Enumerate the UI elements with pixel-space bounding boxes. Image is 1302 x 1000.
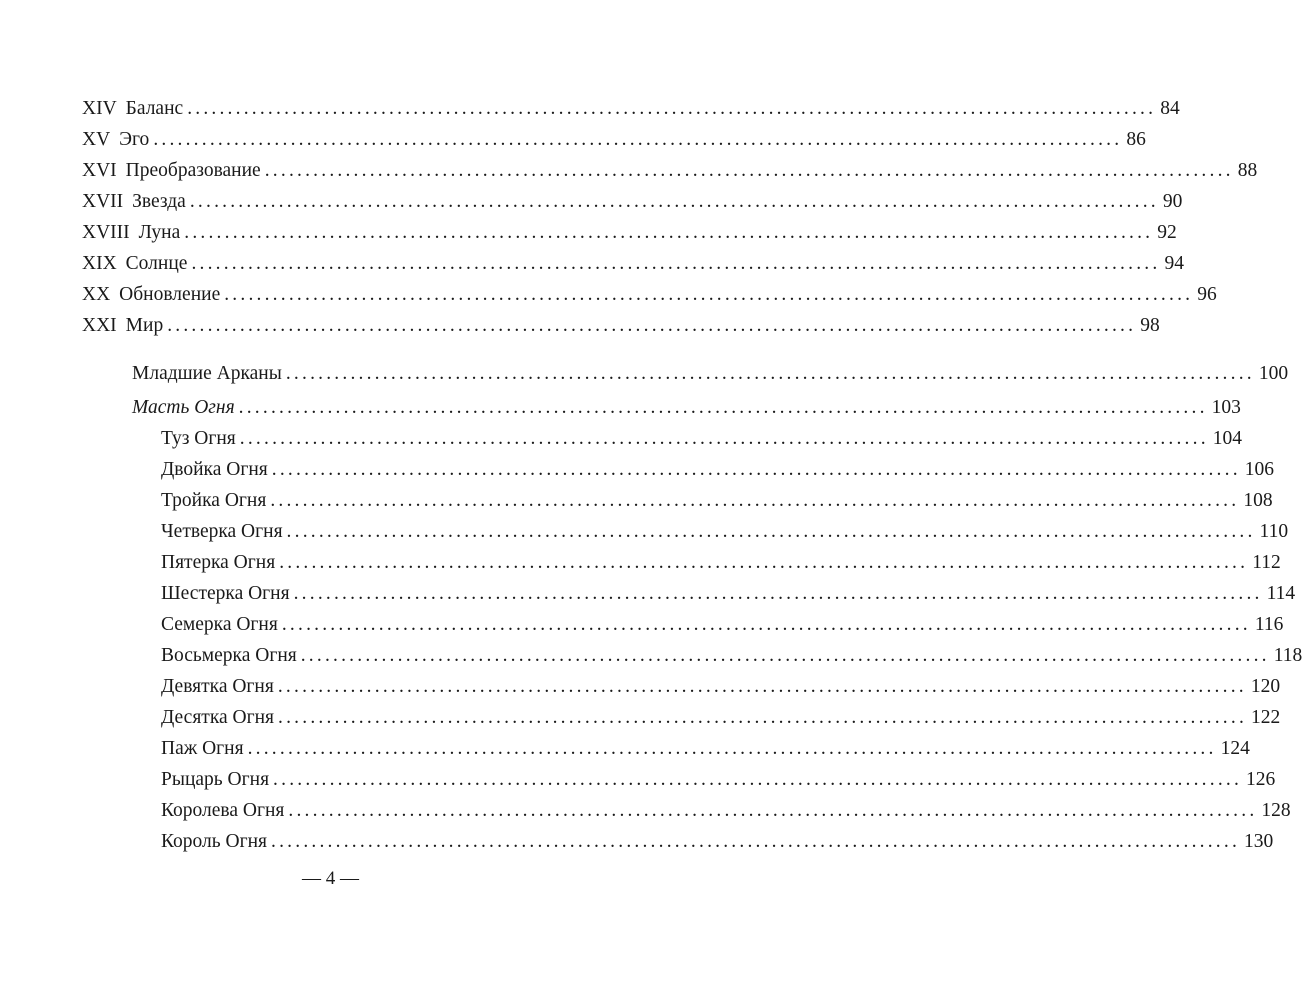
entry-title: Эго — [119, 129, 150, 150]
leader-dots: ........................................................................................................................ — [264, 160, 1234, 181]
page-number: 90 — [1162, 191, 1183, 212]
leader-dots: ........................................................................................................................ — [288, 800, 1258, 821]
leader-dots: ........................................................................................................................ — [277, 676, 1247, 697]
leader-dots: ........................................................................................................................ — [270, 490, 1240, 511]
subsection-title: Масть Огня — [132, 397, 235, 418]
entry-title: Тройка Огня — [161, 490, 267, 511]
page-number: 104 — [1212, 428, 1243, 449]
page-number: 100 — [1258, 363, 1289, 384]
entry-title: Рыцарь Огня — [161, 769, 270, 790]
roman-numeral: XIX — [82, 253, 117, 274]
toc-entry-card — [161, 767, 1276, 793]
toc-entry-card — [161, 457, 1275, 483]
entry-title: Солнце — [125, 253, 188, 274]
entry-title: Паж Огня — [161, 738, 244, 759]
leader-dots: ........................................................................................................................ — [189, 191, 1159, 212]
leader-dots: ........................................................................................................................ — [273, 769, 1243, 790]
leader-dots: ........................................................................................................................ — [184, 222, 1154, 243]
leader-dots: ........................................................................................................................ — [286, 521, 1256, 542]
entry-title: Пятерка Огня — [161, 552, 276, 573]
toc-entry-card — [161, 674, 1281, 700]
toc-entry-card — [161, 581, 1296, 607]
leader-dots: ........................................................................................................................ — [293, 583, 1263, 604]
toc-entry-card — [161, 426, 1243, 452]
roman-numeral: XV — [82, 129, 111, 150]
roman-numeral: XX — [82, 284, 111, 305]
leader-dots: ........................................................................................................................ — [239, 428, 1209, 449]
roman-numeral: XIV — [82, 98, 117, 119]
page-number: 128 — [1261, 800, 1291, 821]
page-number: 116 — [1254, 614, 1284, 635]
leader-dots: ........................................................................................................................ — [285, 363, 1255, 384]
leader-dots: ........................................................................................................................ — [153, 129, 1123, 150]
entry-title: Девятка Огня — [161, 676, 274, 697]
roman-numeral: XVII — [82, 191, 124, 212]
toc-entry-xiv — [82, 96, 1180, 122]
leader-dots: ........................................................................................................................ — [224, 284, 1194, 305]
page-number: 122 — [1251, 707, 1281, 728]
page-number: 124 — [1220, 738, 1250, 759]
leader-dots: ........................................................................................................................ — [167, 315, 1137, 336]
toc-entry-xviii — [82, 220, 1177, 246]
page-folio: — 4 — — [302, 868, 359, 889]
leader-dots: ........................................................................................................................ — [238, 397, 1208, 418]
toc-entry-card — [161, 798, 1291, 824]
leader-dots: ........................................................................................................................ — [271, 831, 1241, 852]
entry-title: Королева Огня — [161, 800, 285, 821]
leader-dots: ........................................................................................................................ — [247, 738, 1217, 759]
page-number: 126 — [1246, 769, 1276, 790]
toc-entry-card — [161, 643, 1302, 669]
toc-entry-xvi — [82, 158, 1258, 184]
toc-entry-card — [161, 829, 1274, 855]
page-number: 118 — [1273, 645, 1302, 666]
toc-entry-xix — [82, 251, 1184, 277]
toc-entry-card — [161, 488, 1273, 514]
entry-title: Восьмерка Огня — [161, 645, 297, 666]
entry-title: Баланс — [125, 98, 184, 119]
toc-entry-card — [161, 612, 1284, 638]
leader-dots: ........................................................................................................................ — [300, 645, 1270, 666]
toc-entry-xxi — [82, 313, 1160, 339]
toc-entry-xv — [82, 127, 1146, 153]
entry-title: Шестерка Огня — [161, 583, 290, 604]
page-number: 114 — [1266, 583, 1296, 604]
page-number: 84 — [1160, 98, 1180, 119]
entry-title: Луна — [138, 222, 181, 243]
page-number: 94 — [1164, 253, 1184, 274]
page-number: 130 — [1244, 831, 1274, 852]
page-number: 112 — [1252, 552, 1281, 573]
toc-entry-card — [161, 705, 1281, 731]
page-number: 86 — [1126, 129, 1146, 150]
toc-entry-xx — [82, 282, 1217, 308]
section-title: Младшие Арканы — [132, 363, 282, 384]
page-number: 110 — [1259, 521, 1289, 542]
toc-entry-card — [161, 519, 1289, 545]
roman-numeral: XVIII — [82, 222, 130, 243]
leader-dots: ........................................................................................................................ — [187, 98, 1157, 119]
leader-dots: ........................................................................................................................ — [279, 552, 1249, 573]
page-number: 120 — [1250, 676, 1281, 697]
page-number: 92 — [1157, 222, 1177, 243]
toc-entry-card — [161, 550, 1281, 576]
toc-entry-card — [161, 736, 1250, 762]
page-number: 96 — [1197, 284, 1217, 305]
entry-title: Двойка Огня — [161, 459, 268, 480]
page-number: 103 — [1211, 397, 1241, 418]
entry-title: Звезда — [132, 191, 186, 212]
page-number: 106 — [1244, 459, 1275, 480]
entry-title: Обновление — [119, 284, 221, 305]
toc-entry-fire-suit — [132, 395, 1241, 421]
leader-dots: ........................................................................................................................ — [278, 707, 1248, 728]
entry-title: Король Огня — [161, 831, 268, 852]
leader-dots: ........................................................................................................................ — [271, 459, 1241, 480]
entry-title: Мир — [125, 315, 164, 336]
toc-entry-xvii — [82, 189, 1183, 215]
roman-numeral: XVI — [82, 160, 117, 181]
leader-dots: ........................................................................................................................ — [191, 253, 1161, 274]
entry-title: Туз Огня — [161, 428, 236, 449]
page-number: 98 — [1140, 315, 1160, 336]
page-number: 88 — [1237, 160, 1258, 181]
page-number: 108 — [1243, 490, 1273, 511]
entry-title: Семерка Огня — [161, 614, 278, 635]
roman-numeral: XXI — [82, 315, 117, 336]
entry-title: Преобразование — [125, 160, 261, 181]
entry-title: Четверка Огня — [161, 521, 283, 542]
entry-title: Десятка Огня — [161, 707, 275, 728]
leader-dots: ........................................................................................................................ — [281, 614, 1251, 635]
toc-entry-minor-arcana — [132, 361, 1289, 387]
